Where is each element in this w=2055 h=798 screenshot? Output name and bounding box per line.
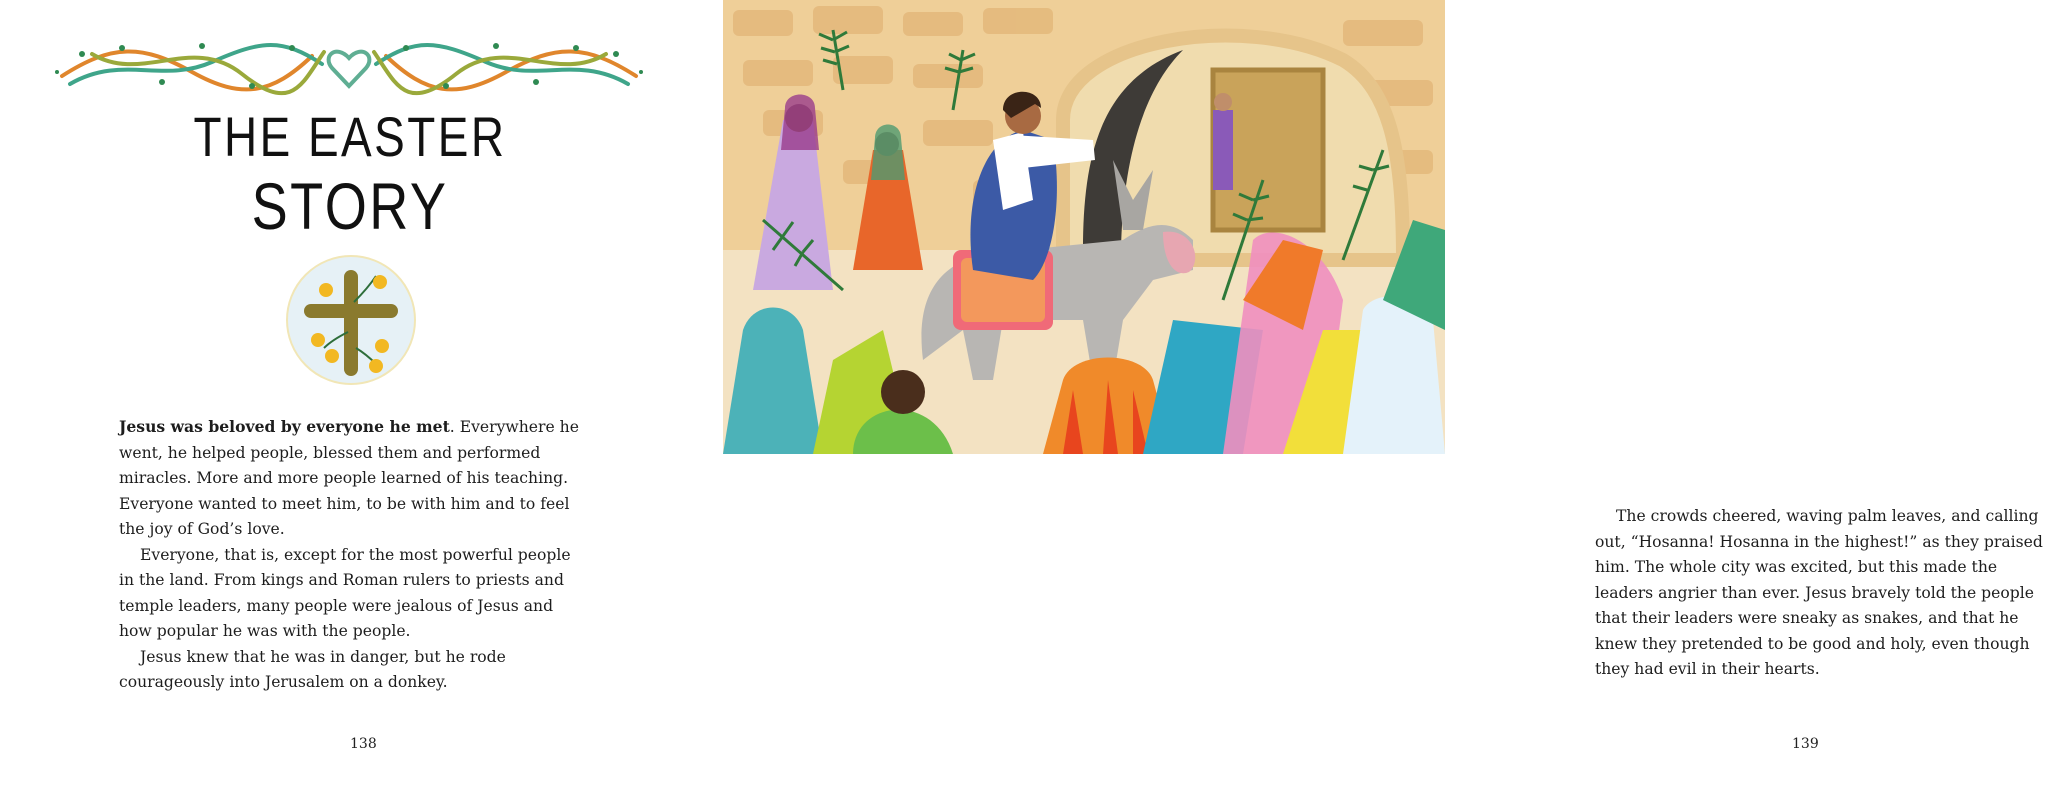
cross-flower-medallion-icon [284, 252, 418, 388]
left-page [0, 0, 722, 798]
right-body-text [1595, 504, 2055, 683]
palm-sunday-scene-icon [723, 0, 1445, 454]
left-body-text [119, 414, 589, 696]
page-title-line-1: THE EASTER [193, 105, 507, 168]
page-number-left: 138 [350, 736, 377, 752]
paragraph-3: Jesus knew that he was in danger, but he rode courageously into Jerusalem on a donkey. [119, 647, 506, 691]
bold-lead-in: Jesus was beloved by everyone he met [119, 417, 450, 436]
paragraph-1: Jesus was beloved by everyone he met. Everywhere he went, he helped people, blessed them and performed miracles. More and more people learned of his teaching. Everyone wanted to meet him, to be with him and to feel the joy of God’s love. [119, 417, 579, 538]
palm-sunday-illustration [723, 0, 1445, 454]
page-number-right: 139 [1792, 736, 1819, 752]
paragraph-1: The crowds cheered, waving palm leaves, and calling out, “Hosanna! Hosanna in the highest!” as they praised him. The whole city was excited, but this made the leaders angrier than ever. Jesus bravely told the people that their leaders were sneaky as snakes, and that he knew they pretended to be good and holy, even though they had evil in their hearts. [1595, 507, 2043, 678]
page-title-line-2: STORY [251, 169, 449, 243]
paragraph-2: Everyone, that is, except for the most powerful people in the land. From kings and Roman rulers to priests and temple leaders, many people were jealous of Jesus and how popular he was with the people. [119, 545, 571, 640]
vine-heart-border-icon [52, 34, 646, 94]
